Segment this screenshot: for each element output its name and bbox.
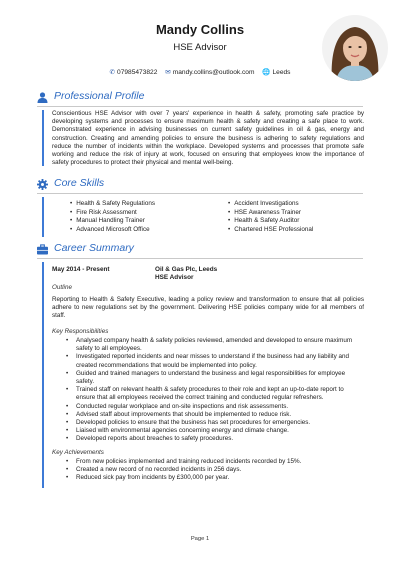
list-item: • Developed policies to ensure that the business has set procedures for emergencies. — [66, 419, 364, 427]
role-company: Oil & Gas Plc, Leeds — [155, 266, 218, 273]
skills-left-column — [70, 200, 155, 234]
list-item: • Analysed company health & safety policies reviewed, amended and developed to ensure maximum safety to all employees. — [66, 337, 364, 353]
skill-item: • Health & Safety Regulations — [70, 200, 155, 209]
person-icon — [37, 92, 48, 103]
skill-item: • Manual Handling Trainer — [70, 217, 155, 226]
list-item: • Created a new record of no recorded incidents in 256 days. — [66, 466, 364, 474]
career-divider — [37, 258, 363, 259]
career-accent-bar — [42, 262, 44, 488]
skill-item: • Accident Investigations — [228, 200, 313, 209]
skills-section-title: Core Skills — [54, 177, 105, 189]
skill-item: • Chartered HSE Professional — [228, 226, 313, 235]
list-item: • Guided and trained managers to understand the business and legal responsibilities for employee safety. — [66, 370, 364, 386]
skills-divider — [37, 193, 363, 194]
profile-text: Conscientious HSE Advisor with over 7 years' experience in health & safety, promoting safe practice by developing systems and processes to ensure maximum health & safety and creating a safe place to work. Demonstrated experience in advising businesses on current safety guidelines in oil & gas, energy and construction. Creating and amending policies to ensure the business is adhering to safety regulations and reduce the number of incidents within the workplace. Developed systems and processes that promote safe working and reduce the risk of injury at work, focused on ensuring that employees know the importance of safety procedures to protect their physical and mental well-being. — [52, 110, 364, 167]
skill-item: • Fire Risk Assessment — [70, 209, 155, 218]
career-section-title: Career Summary — [54, 242, 134, 254]
list-item: • Liaised with environmental agencies concerning energy and climate change. — [66, 427, 364, 435]
email-item[interactable] — [165, 68, 254, 76]
role-dates: May 2014 - Present — [52, 266, 110, 273]
phone-icon: ✆ — [109, 69, 116, 76]
list-item: • Developed reports about breaches to safety procedures. — [66, 435, 364, 443]
phone-text: 07985473822 — [117, 69, 158, 76]
list-item: • Reduced sick pay from incidents by £300,000 per year. — [66, 474, 364, 482]
gear-icon — [37, 179, 48, 190]
list-item: • Conducted regular workplace and on-site inspections and risk assessments. — [66, 403, 364, 411]
envelope-icon: ✉ — [165, 69, 171, 76]
location-text: Leeds — [272, 69, 291, 76]
role-company-block — [155, 266, 217, 282]
location-item — [262, 68, 290, 76]
email-text: mandy.collins@outlook.com — [172, 69, 255, 76]
globe-icon: 🌐 — [262, 69, 271, 76]
briefcase-icon — [37, 244, 48, 255]
skill-item: • HSE Awareness Trainer — [228, 209, 313, 218]
outline-text: Reporting to Health & Safety Executive, leading a policy review and transformation to ensure that all policies adhere to new regulations set by the government. Delivering HSE policies company wide for all members of staff. — [52, 296, 364, 320]
outline-label: Outline — [52, 284, 72, 291]
candidate-job-title: HSE Advisor — [173, 42, 227, 53]
profile-section-title: Professional Profile — [54, 90, 145, 102]
profile-accent-bar — [42, 110, 44, 166]
achievements-list — [66, 458, 364, 483]
skill-item: • Health & Safety Auditor — [228, 217, 313, 226]
profile-divider — [37, 106, 363, 107]
achievements-label: Key Achievements — [52, 449, 104, 456]
list-item: • Investigated reported incidents and near misses to understand if the business had any liability and created recommendations that would be implemented into policy. — [66, 353, 364, 369]
skills-accent-bar — [42, 197, 44, 237]
list-item: • Advised staff about improvements that should be implemented to reduce risk. — [66, 411, 364, 419]
skill-item: • Advanced Microsoft Office — [70, 226, 155, 235]
phone-item[interactable] — [110, 68, 158, 76]
list-item: • Trained staff on relevant health & safety procedures to their role and kept an up-to-date report to ensure that all employees received the correct training and conducted regular refreshers. — [66, 386, 364, 402]
role-title: HSE Advisor — [155, 274, 194, 281]
responsibilities-label: Key Responsibilities — [52, 328, 109, 335]
page-number: Page 1 — [190, 536, 210, 542]
responsibilities-list — [66, 337, 364, 444]
profile-photo — [322, 15, 388, 81]
candidate-name: Mandy Collins — [155, 22, 245, 37]
list-item: • From new policies implemented and training reduced incidents recorded by 15%. — [66, 458, 364, 466]
skills-right-column — [228, 200, 313, 234]
